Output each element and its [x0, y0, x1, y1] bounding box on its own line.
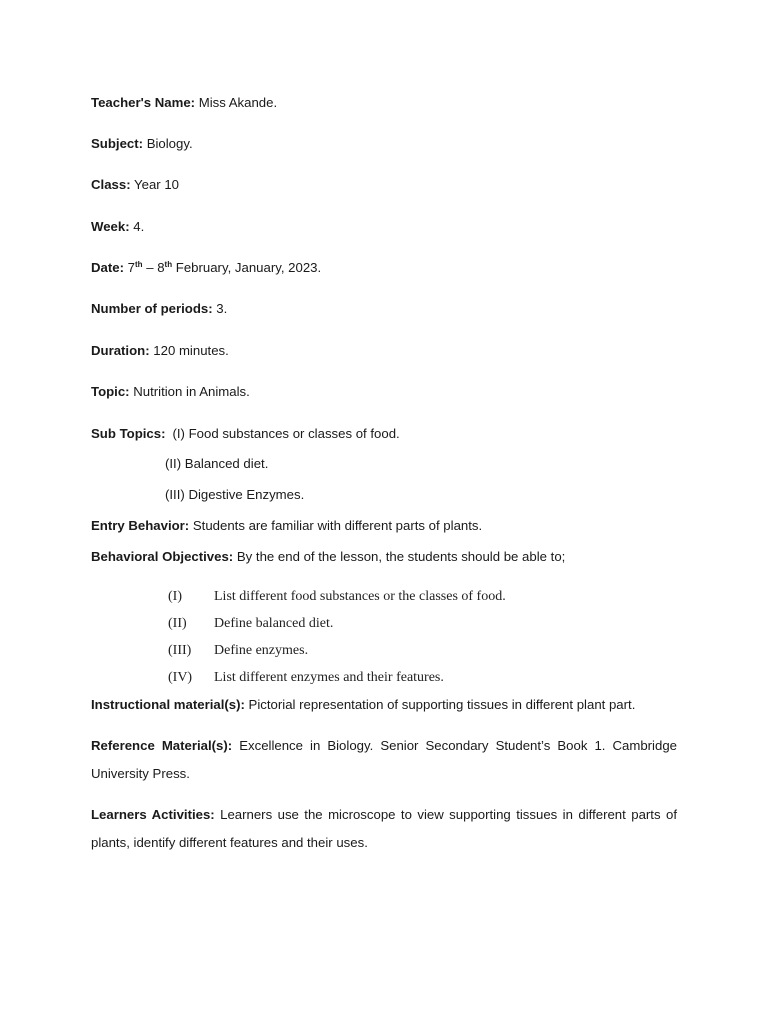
objective-number: (II)	[168, 616, 187, 631]
duration-value: 120 minutes.	[149, 343, 229, 358]
reference-material-label: Reference Material(s):	[91, 738, 233, 753]
objectives-intro: By the end of the lesson, the students should be able to;	[233, 549, 566, 564]
list-item	[0, 589, 768, 607]
week-value: 4.	[129, 219, 145, 234]
subject-label: Subject:	[91, 136, 144, 151]
topic-line	[91, 384, 250, 400]
subtopics-label: Sub Topics:	[91, 426, 166, 441]
date-label: Date:	[91, 260, 124, 275]
list-item	[0, 670, 768, 688]
objective-number: (IV)	[168, 670, 193, 685]
entry-behavior-line	[91, 518, 482, 534]
periods-value: 3.	[212, 301, 228, 316]
instructional-material-line	[91, 697, 635, 713]
date-rest: February, January, 2023.	[172, 260, 322, 275]
learners-activities-label: Learners Activities:	[91, 807, 215, 822]
week-line	[91, 219, 144, 235]
duration-label: Duration:	[91, 343, 150, 358]
list-item	[0, 616, 768, 634]
date-sup-end: th	[164, 260, 173, 269]
teacher-name-line	[91, 95, 277, 111]
subtopics-line	[91, 426, 400, 442]
learners-activities-value: Learners use the microscope to view supporting tissues in different parts of plants, identify different features and their uses.	[91, 807, 677, 850]
subtopic-item: (III) Digestive Enzymes.	[165, 487, 305, 502]
class-value: Year 10	[130, 177, 179, 192]
week-label: Week:	[91, 219, 130, 234]
class-label: Class:	[91, 177, 131, 192]
reference-material-value: Excellence in Biology. Senior Secondary Student’s Book 1. Cambridge University Press.	[91, 738, 677, 781]
reference-material-paragraph	[91, 732, 677, 788]
objective-number: (I)	[168, 589, 182, 604]
entry-behavior-value: Students are familiar with different parts of plants.	[189, 518, 483, 533]
subtopic-item: (II) Balanced diet.	[165, 456, 269, 471]
objective-text: List different food substances or the classes of food.	[214, 589, 506, 604]
periods-line	[91, 301, 227, 317]
class-line	[91, 177, 179, 193]
instructional-material-label: Instructional material(s):	[91, 697, 245, 712]
teacher-name-label: Teacher's Name:	[91, 95, 196, 110]
date-line	[91, 260, 321, 276]
objective-text: Define enzymes.	[214, 643, 309, 658]
subject-value: Biology.	[143, 136, 193, 151]
duration-line	[91, 343, 229, 359]
objective-text: List different enzymes and their features.	[214, 670, 444, 685]
objective-number: (III)	[168, 643, 192, 658]
objective-text: Define balanced diet.	[214, 616, 334, 631]
topic-value: Nutrition in Animals.	[129, 384, 250, 399]
subtopic-item: (I) Food substances or classes of food.	[172, 426, 400, 441]
periods-label: Number of periods:	[91, 301, 213, 316]
list-item	[0, 643, 768, 661]
objectives-line	[91, 549, 565, 565]
objectives-label: Behavioral Objectives:	[91, 549, 234, 564]
date-day-start: 7	[123, 260, 135, 275]
entry-behavior-label: Entry Behavior:	[91, 518, 190, 533]
teacher-name-value: Miss Akande.	[195, 95, 278, 110]
subject-line	[91, 136, 193, 152]
topic-label: Topic:	[91, 384, 130, 399]
date-sup-start: th	[134, 260, 143, 269]
learners-activities-paragraph	[91, 801, 677, 857]
date-day-end: – 8	[142, 260, 165, 275]
instructional-material-value: Pictorial representation of supporting tissues in different plant part.	[244, 697, 636, 712]
